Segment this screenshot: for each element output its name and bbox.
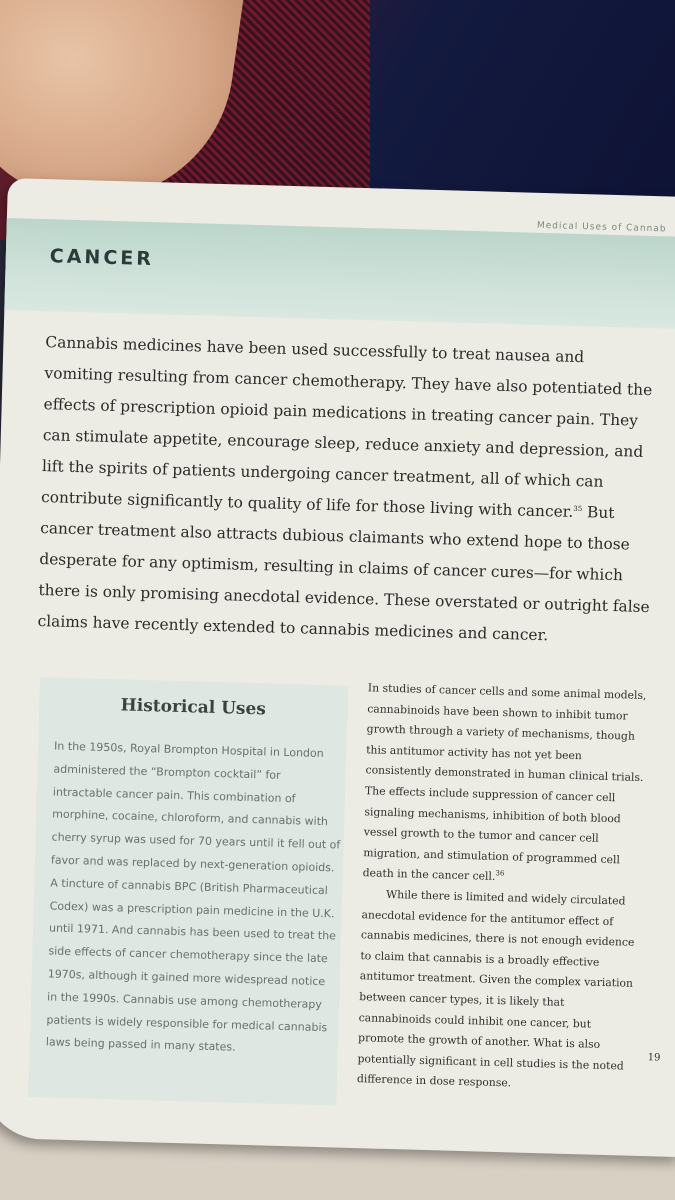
intro-paragraph xyxy=(37,327,657,654)
column-paragraph-1 xyxy=(362,678,648,892)
section-header-band xyxy=(4,218,675,330)
historical-uses-sidebar xyxy=(28,677,348,1105)
intro-reference: 35 xyxy=(573,504,583,514)
column-paragraph-2: While there is limited and widely circulated anecdotal evidence for the antitumor effect of cannabis medicines, there is not enough evidence to claim that cannabis is a broadly effective antitumor treatment. Given the complex variation between cancer types, it is likely that cannabinoids could inhibit one cancer, but promote the growth of another. What is also potentially significant in cell studies is the noted difference in dose response. xyxy=(356,887,635,1090)
right-column xyxy=(357,678,648,1098)
sidebar-title: Historical Uses xyxy=(120,695,267,720)
column-p1-text: In studies of cancer cells and some animal models, cannabinoids have been shown to inhibit tumor growth through a variety of mechanisms, though this antitumor activity has not yet been consistently demonstrated in human clinical trials. The effects include suppression of cancer cell signaling mechanisms, inhibition of both blood vessel growth to the tumor and cancer cell migration, and stimulation of programmed cell death in the cancer cell. xyxy=(362,681,647,884)
intro-text-b: But cancer treatment also attracts dubious claimants who extend hope to those desperate for any optimism, resulting in claims of cancer cures—for which there is only promising anecdotal evidence. These overstated or outright false claims have recently extended to cannabis medicines and cancer. xyxy=(37,503,650,645)
book-page xyxy=(0,178,675,1157)
column-p1-reference: 36 xyxy=(495,869,505,878)
section-title: CANCER xyxy=(49,245,155,271)
page-number: 19 xyxy=(647,1052,661,1064)
sidebar-body: In the 1950s, Royal Brompton Hospital in London administered the “Brompton cocktail” for intractable cancer pain. This combination of morphine, cocaine, chloroform, and cannabis with cherry syrup was used for 70 years until it fell out of favor and was replaced by next-generation opioids. A tincture of cannabis BPC (British Pharmaceutical Codex) was a prescription pain medicine in the U.K. until 1971. And cannabis has been used to treat the side effects of cancer chemotherapy since the late 1970s, although it gained more widespread notice in the 1990s. Cannabis use among chemotherapy patients is widely responsible for medical cannabis laws being passed in many states. xyxy=(45,739,341,1055)
intro-text-a: Cannabis medicines have been used successfully to treat nausea and vomiting resulting from cancer chemotherapy. They have also potentiated the effects of prescription opioid pain medications in treating cancer pain. They can stimulate appetite, encourage sleep, reduce anxiety and depression, and lift the spirits of patients undergoing cancer treatment, all of which can contribute significantly to quality of life for those living with cancer. xyxy=(40,333,653,521)
running-head: Medical Uses of Cannab xyxy=(536,220,667,235)
